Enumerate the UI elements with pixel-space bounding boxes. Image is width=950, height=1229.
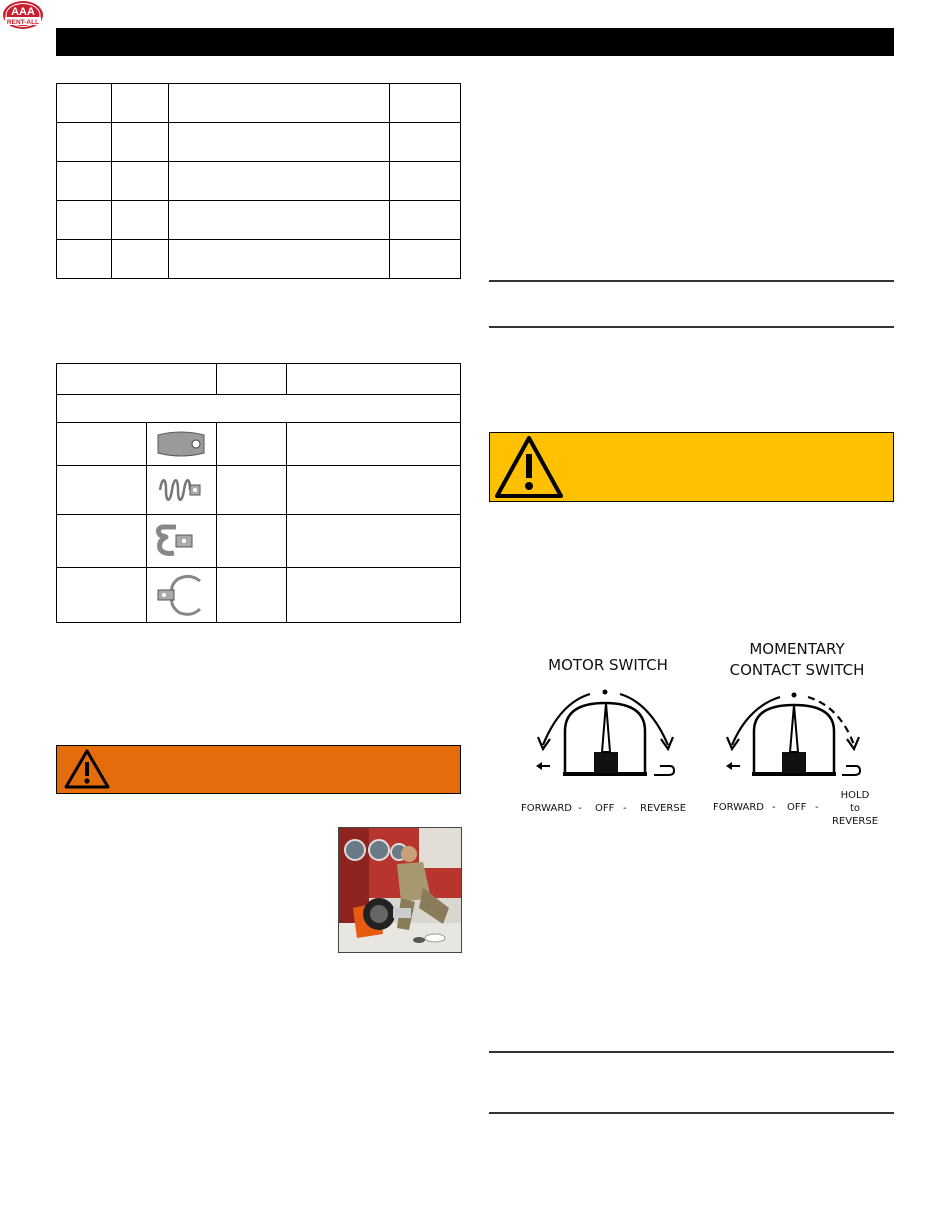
motor-dash-1: -	[578, 803, 582, 814]
table-header-row	[57, 364, 461, 395]
table-row	[57, 123, 461, 162]
open-cutter-icon	[152, 573, 210, 617]
section-rule	[489, 1051, 894, 1053]
motor-switch-title: MOTOR SWITCH	[548, 656, 668, 674]
table-row	[57, 466, 461, 514]
table-row	[57, 201, 461, 240]
momentary-forward-label: FORWARD	[713, 802, 764, 813]
section-rule	[489, 326, 894, 328]
cutters-table	[56, 363, 461, 623]
logo-bottom-text: RENT-ALL	[6, 19, 40, 26]
motor-forward-label: FORWARD	[521, 803, 572, 814]
momentary-off-label: OFF	[787, 802, 807, 813]
momentary-hold-label: HOLD	[840, 790, 870, 801]
momentary-dash-2: -	[815, 802, 819, 813]
spade-cutter-icon	[152, 427, 210, 461]
section-rule	[489, 1112, 894, 1114]
table-section-row	[57, 395, 461, 423]
motor-reverse-label: REVERSE	[640, 803, 687, 814]
auger-cutter-icon	[152, 473, 210, 507]
aaa-rent-all-logo	[2, 0, 44, 30]
warning-triangle-icon	[493, 434, 565, 500]
warning-banner-yellow	[489, 432, 894, 502]
table-row	[57, 514, 461, 567]
table-row	[57, 162, 461, 201]
warning-banner-orange	[56, 745, 461, 794]
table-row	[57, 567, 461, 622]
momentary-title-line2: CONTACT SWITCH	[729, 661, 865, 679]
warning-triangle-icon	[63, 748, 111, 790]
motor-dash-2: -	[623, 803, 627, 814]
momentary-title-line1: MOMENTARY	[749, 640, 845, 658]
table-row	[57, 84, 461, 123]
momentary-to-label: to	[849, 803, 861, 814]
motor-off-label: OFF	[595, 803, 615, 814]
table-row	[57, 240, 461, 279]
specifications-table	[56, 83, 461, 279]
c-cutter-icon	[152, 521, 210, 561]
header-bar	[56, 28, 894, 56]
table-row	[57, 423, 461, 466]
momentary-dash-1: -	[772, 802, 776, 813]
momentary-reverse-label: REVERSE	[831, 816, 879, 827]
product-photo	[338, 827, 462, 953]
switch-diagram	[510, 635, 890, 835]
logo-top-text: AAA	[11, 6, 35, 18]
section-rule	[489, 280, 894, 282]
